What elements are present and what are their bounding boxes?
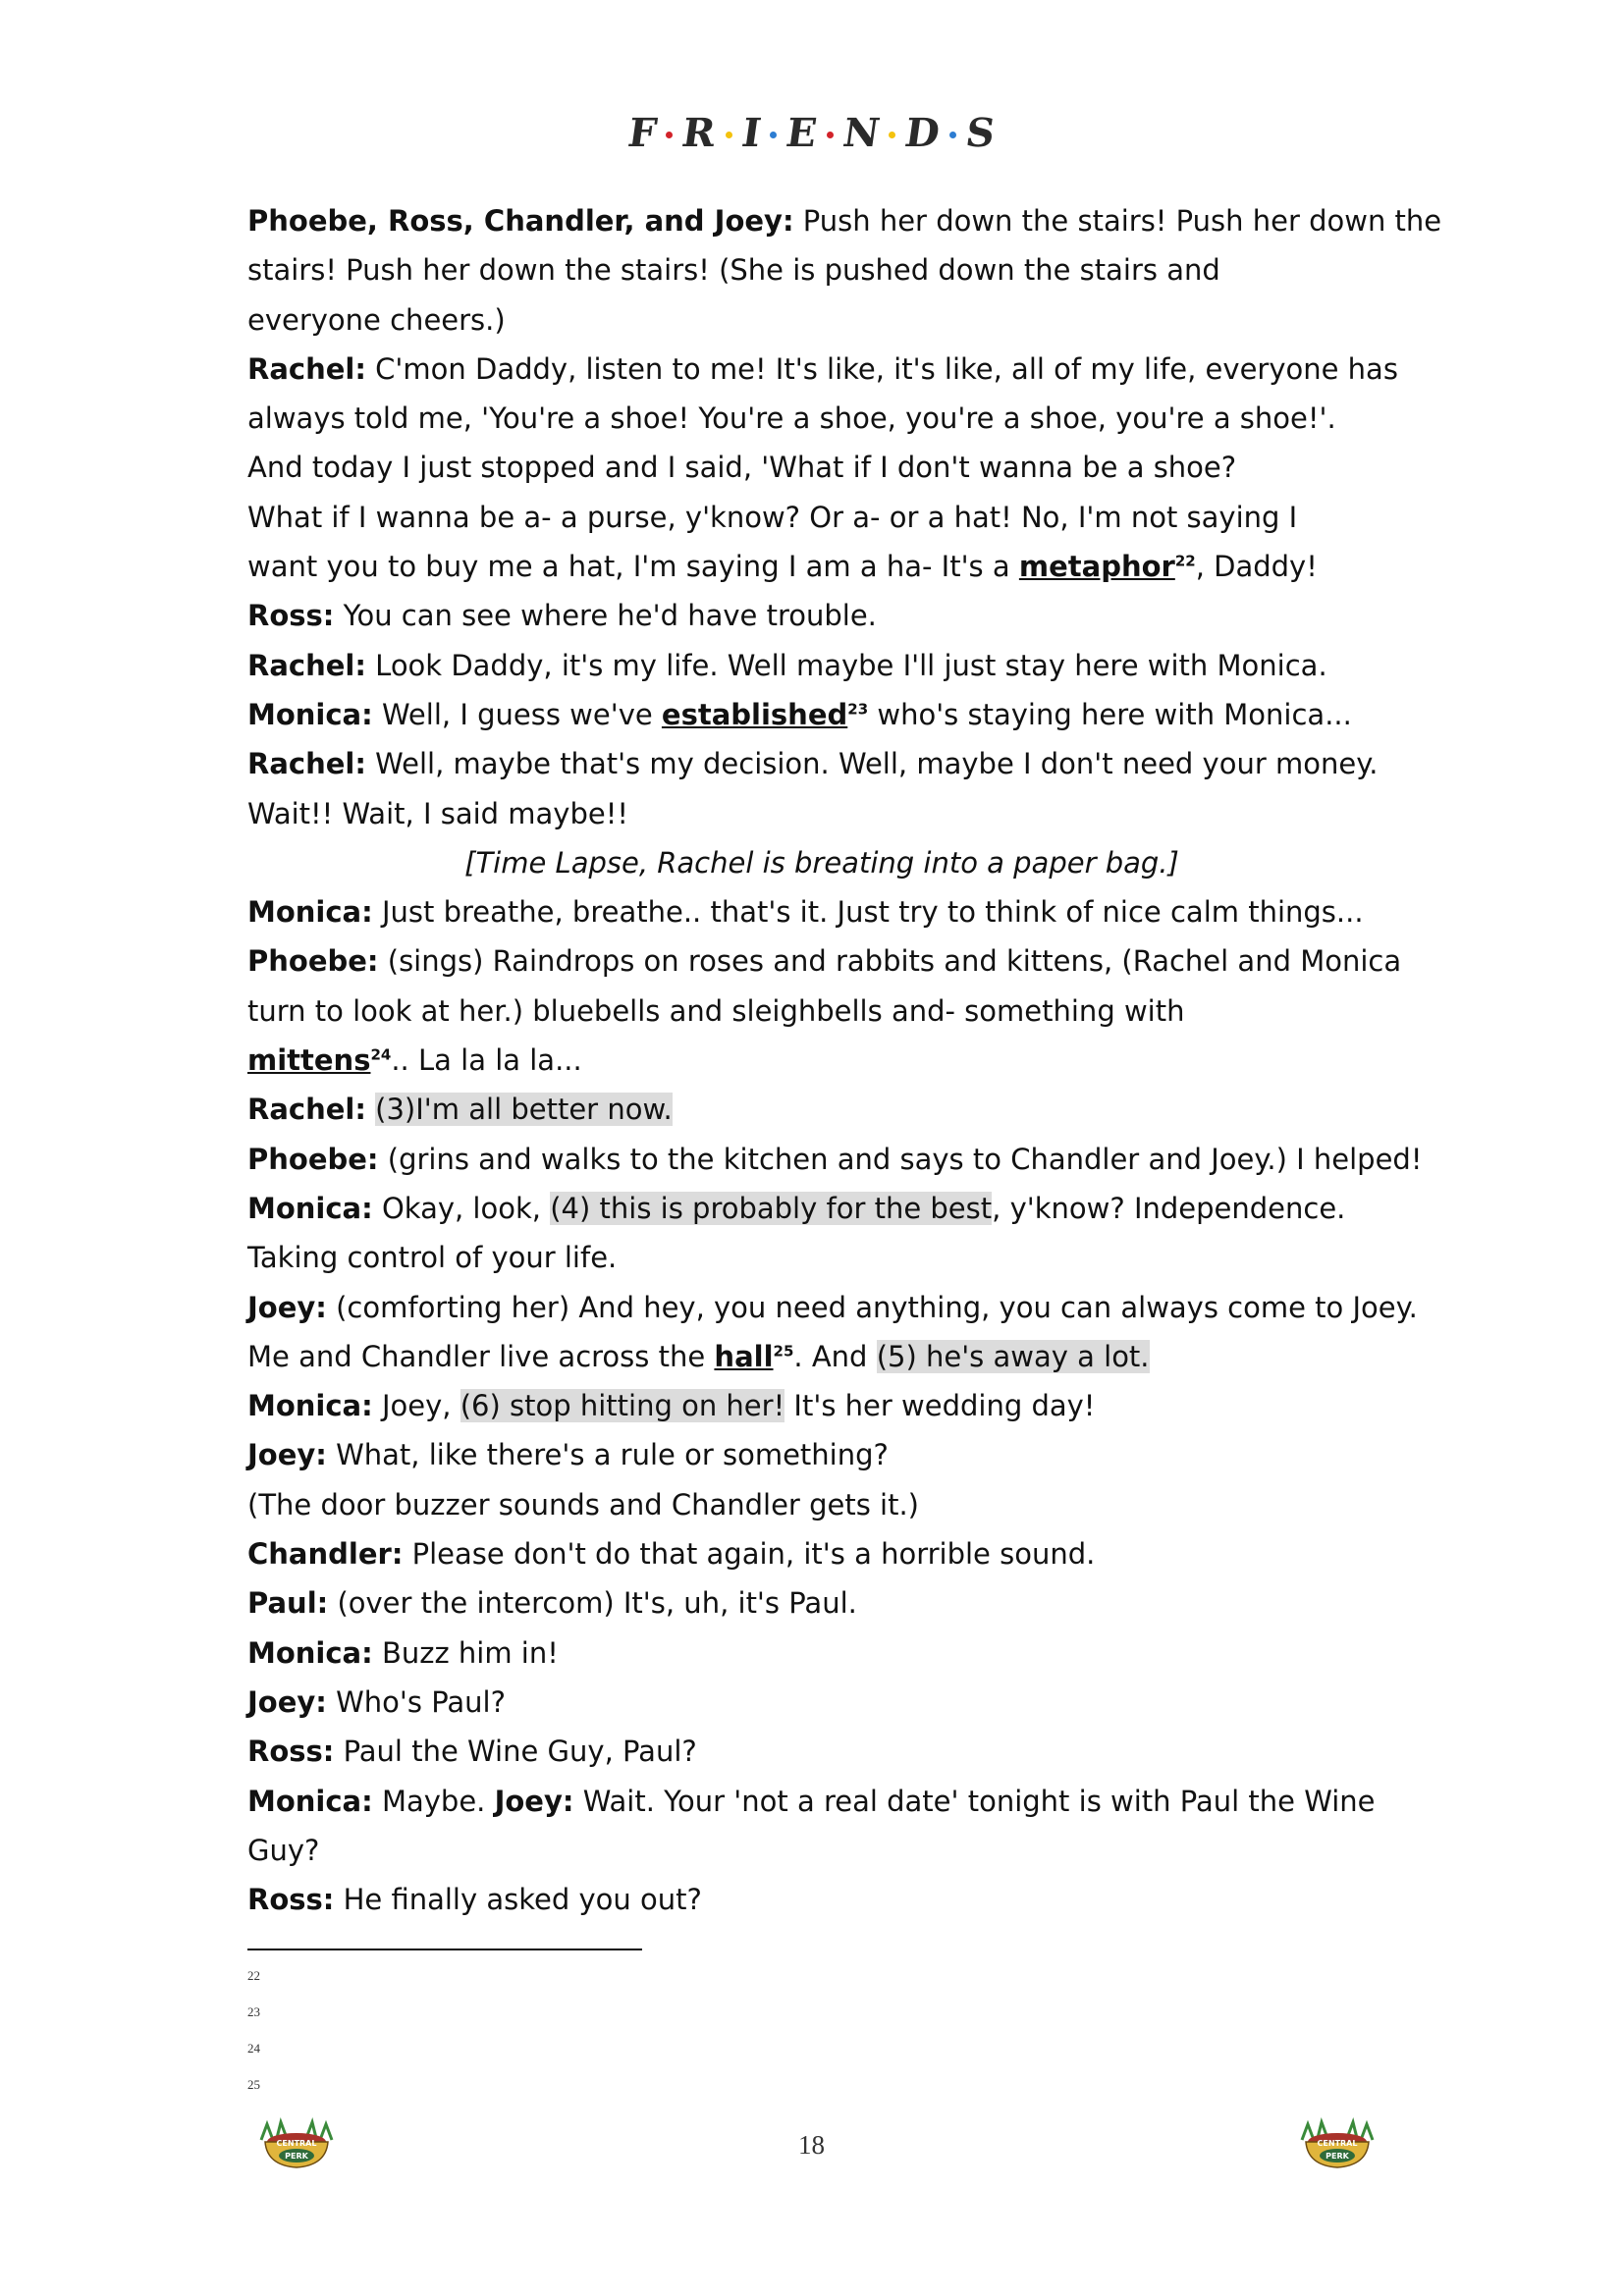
dialogue-text: (comforting her) And hey, you need anything, you can always come to Joey. <box>326 1290 1418 1324</box>
footnote-separator <box>247 1949 642 1950</box>
script-line <box>247 245 1396 294</box>
dialogue-text: It's her wedding day! <box>784 1389 1096 1423</box>
speaker-name: Chandler: <box>247 1537 404 1572</box>
speaker-name: Phoebe: <box>247 1142 379 1176</box>
highlighted-phrase: (6) stop hitting on her! <box>460 1389 785 1423</box>
central-perk-logo-left <box>247 2116 346 2175</box>
script-line <box>247 493 1396 542</box>
speaker-name: Phoebe, Ross, Chandler, and Joey: <box>247 204 794 238</box>
script-line <box>247 1578 1396 1628</box>
footnote-ref: 23 <box>847 700 869 719</box>
script-line <box>247 196 1442 245</box>
script-line <box>247 1283 1418 1332</box>
dialogue-text: Well, I guess we've <box>372 697 662 731</box>
script-line <box>247 1875 1396 1924</box>
dialogue-text: Push her down the stairs! Push her down the <box>793 204 1442 238</box>
dialogue-text: Please don't do that again, it's a horrible sound. <box>403 1537 1096 1572</box>
highlighted-phrase: (3)I'm all better now. <box>375 1093 673 1127</box>
footnote-number: 25 <box>247 2077 260 2092</box>
speaker-name: Phoebe: <box>247 944 379 979</box>
dialogue-text: Guy? <box>247 1833 320 1867</box>
dialogue-text: Me and Chandler live across the <box>247 1339 715 1373</box>
speaker-name: Monica: <box>247 1784 373 1818</box>
dialogue-text: , y'know? Independence. <box>992 1191 1346 1225</box>
script-line <box>247 394 1396 443</box>
speaker-name: Rachel: <box>247 351 366 386</box>
dialogue-text: And today I just stopped and I said, 'What if I don't wanna be a shoe? <box>247 451 1237 485</box>
svg-text:CENTRAL: CENTRAL <box>1317 2139 1358 2148</box>
dialogue-text: . And <box>793 1339 877 1373</box>
dialogue-text: Buzz him in! <box>372 1635 559 1670</box>
vocab-term: established <box>661 697 848 731</box>
dialogue-text: who's staying here with Monica... <box>868 697 1352 731</box>
dialogue-text: Wait. Your 'not a real date' tonight is with Paul the Wine <box>573 1784 1376 1818</box>
dialogue-text: Look Daddy, it's my life. Well maybe I'll just stay here with Monica. <box>365 648 1327 682</box>
footnote-ref: 25 <box>773 1342 794 1361</box>
script-line <box>247 1629 1396 1678</box>
script-line <box>247 690 1396 739</box>
script-line <box>247 1727 1396 1776</box>
script-line <box>247 443 1396 492</box>
friends-logo: F R I E N D S <box>624 110 999 156</box>
logo-dot <box>827 132 834 138</box>
script-line <box>247 591 1396 640</box>
script-line <box>247 1233 1396 1282</box>
highlighted-phrase: (4) this is probably for the best <box>550 1191 993 1225</box>
speaker-name: Joey: <box>247 1290 327 1324</box>
dialogue-text: (The door buzzer sounds and Chandler gets it.) <box>247 1487 919 1522</box>
logo-dot <box>726 132 732 138</box>
footnote-ref: 22 <box>1174 552 1196 570</box>
script-line <box>247 1036 1396 1085</box>
logo-dot <box>666 132 673 138</box>
script-line <box>247 1529 1396 1578</box>
script-line <box>247 542 1396 591</box>
speaker-name: Joey: <box>494 1784 574 1818</box>
script-line <box>247 987 1396 1036</box>
dialogue-text: Joey, <box>372 1389 460 1423</box>
speaker-name: Monica: <box>247 697 373 731</box>
dialogue-text: everyone cheers.) <box>247 302 506 337</box>
dialogue-text: Well, maybe that's my decision. Well, maybe I don't need your money. <box>365 747 1379 781</box>
script-line <box>247 887 1396 936</box>
dialogue-text <box>366 1093 375 1126</box>
dialogue-text: Just breathe, breathe.. that's it. Just try to think of nice calm things... <box>372 895 1364 930</box>
script-line <box>247 1184 1396 1233</box>
highlighted-phrase: (5) he's away a lot. <box>876 1339 1150 1373</box>
vocab-term: hall <box>714 1339 774 1373</box>
dialogue-text: always told me, 'You're a shoe! You're a shoe, you're a shoe, you're a shoe!'. <box>247 401 1336 436</box>
footnote-number: 22 <box>247 1968 260 1983</box>
logo-dot <box>770 132 777 138</box>
dialogue-text: Okay, look, <box>372 1191 551 1225</box>
dialogue-text: What, like there's a rule or something? <box>326 1438 889 1472</box>
dialogue-text: C'mon Daddy, listen to me! It's like, it's like, all of my life, everyone has <box>365 351 1398 386</box>
dialogue-text: , Daddy! <box>1195 550 1318 584</box>
footnote-ref: 24 <box>370 1045 392 1064</box>
speaker-name: Rachel: <box>247 1093 366 1127</box>
vocab-term: metaphor <box>1018 550 1175 584</box>
script-line <box>247 641 1396 690</box>
script-line <box>247 345 1396 394</box>
logo-dot <box>949 132 956 138</box>
speaker-name: Joey: <box>247 1684 327 1719</box>
dialogue-text: Wait!! Wait, I said maybe!! <box>247 796 628 830</box>
dialogue-text: You can see where he'd have trouble. <box>334 599 877 633</box>
dialogue-text: Who's Paul? <box>326 1684 506 1719</box>
speaker-name: Monica: <box>247 1389 373 1423</box>
speaker-name: Monica: <box>247 1191 373 1225</box>
script-line <box>247 1480 1396 1529</box>
dialogue-text: Paul the Wine Guy, Paul? <box>334 1735 697 1769</box>
speaker-name: Rachel: <box>247 747 366 781</box>
dialogue-text: .. La la la la... <box>391 1043 582 1078</box>
vocab-term: mittens <box>247 1043 371 1078</box>
stage-direction: [Time Lapse, Rachel is breating into a paper bag.] <box>464 845 1179 880</box>
script-line <box>247 1332 1396 1381</box>
dialogue-text: (over the intercom) It's, uh, it's Paul. <box>328 1586 857 1621</box>
dialogue-text: turn to look at her.) bluebells and sleighbells and- something with <box>247 993 1185 1028</box>
script-line <box>247 936 1402 986</box>
logo-dot <box>889 132 895 138</box>
svg-text:CENTRAL: CENTRAL <box>276 2139 317 2148</box>
dialogue-text: (sings) Raindrops on roses and rabbits and kittens, (Rachel and Monica <box>378 944 1402 979</box>
script-body <box>247 196 1442 1924</box>
script-line <box>247 1678 1396 1727</box>
dialogue-text: want you to buy me a hat, I'm saying I am a ha- It's a <box>247 550 1019 584</box>
dialogue-text: stairs! Push her down the stairs! (She is pushed down the stairs and <box>247 253 1220 288</box>
svg-text:PERK: PERK <box>1325 2152 1349 2161</box>
speaker-name: Rachel: <box>247 648 366 682</box>
script-line <box>247 1085 1396 1134</box>
dialogue-text: Taking control of your life. <box>247 1241 618 1275</box>
script-line <box>247 295 1396 345</box>
dialogue-text: Maybe. <box>372 1784 495 1818</box>
script-line <box>247 1430 1396 1479</box>
footnote-number: 23 <box>247 2004 260 2019</box>
svg-text:PERK: PERK <box>285 2152 308 2161</box>
script-line <box>247 739 1396 788</box>
footnote-number: 24 <box>247 2041 260 2056</box>
script-line <box>247 1381 1396 1430</box>
central-perk-logo-right <box>1288 2116 1386 2175</box>
speaker-name: Monica: <box>247 1635 373 1670</box>
speaker-name: Ross: <box>247 1735 335 1769</box>
script-line <box>247 1826 1396 1875</box>
speaker-name: Ross: <box>247 1883 335 1917</box>
dialogue-text: He finally asked you out? <box>334 1883 702 1917</box>
speaker-name: Joey: <box>247 1438 327 1472</box>
dialogue-text: (grins and walks to the kitchen and says to Chandler and Joey.) I helped! <box>378 1142 1423 1176</box>
dialogue-text: What if I wanna be a- a purse, y'know? Or a- or a hat! No, I'm not saying I <box>247 500 1298 534</box>
script-line <box>247 1135 1423 1184</box>
speaker-name: Ross: <box>247 599 335 633</box>
speaker-name: Paul: <box>247 1586 329 1621</box>
speaker-name: Monica: <box>247 895 373 930</box>
page-number: 18 <box>798 2130 825 2160</box>
script-line <box>247 1777 1396 1826</box>
script-line <box>247 789 1396 838</box>
